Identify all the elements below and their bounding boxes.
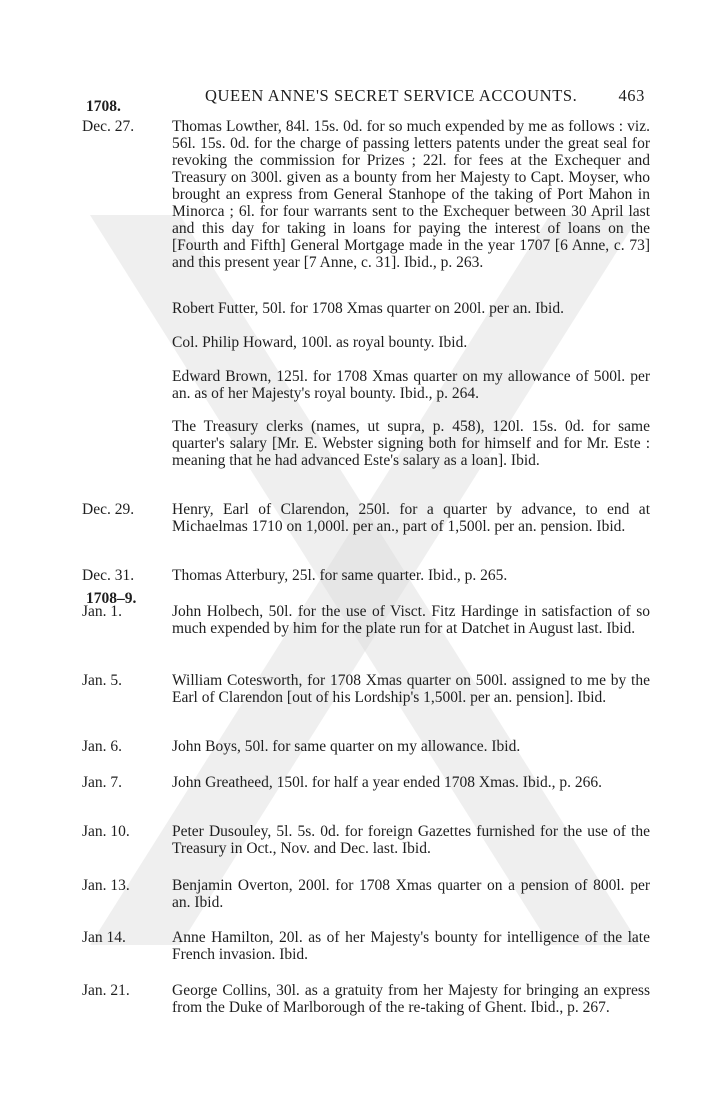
year-heading: 1708. bbox=[86, 98, 121, 115]
running-head-title: QUEEN ANNE'S SECRET SERVICE ACCOUNTS. bbox=[205, 86, 578, 105]
entry-date: Jan. 10. bbox=[82, 823, 130, 840]
entry-text: George Collins, 30l. as a gratuity from her Majesty for bringing an express from the Duke of Marlborough of the re-taking of Ghent. Ibid., p. 267. bbox=[172, 982, 650, 1016]
running-head bbox=[205, 86, 645, 106]
entry-date: Jan. 6. bbox=[82, 738, 123, 755]
entry-text: Anne Hamilton, 20l. as of her Majesty's bounty for intelligence of the late French invasion. Ibid. bbox=[172, 929, 650, 963]
entry-date: Jan. 7. bbox=[82, 774, 123, 791]
entry-text: Thomas Lowther, 84l. 15s. 0d. for so much expended by me as follows : viz. 56l. 15s. 0d. for the charge of passing letters patents under the great seal for revoking the commission for Prizes ; 22l. for fees at the Exchequer and Treasury on 300l. given as a bounty from her Majesty to Capt. Moyser, who brought an express from General Stanhope of the taking of Port Mahon in Minorca ; 6l. for four warrants sent to the Exchequer between 30 April last and this day for taking in loans for paying the interest of loans on the [Fourth and Fifth] General Mortgage made in the year 1707 [6 Anne, c. 73] and this present year [7 Anne, c. 31]. Ibid., p. 263. bbox=[172, 118, 650, 271]
entry-date: Dec. 29. bbox=[82, 501, 135, 518]
entry-text: Benjamin Overton, 200l. for 1708 Xmas quarter on a pension of 800l. per an. Ibid. bbox=[172, 877, 650, 911]
entry-text: Thomas Atterbury, 25l. for same quarter. Ibid., p. 265. bbox=[172, 567, 508, 584]
entry-text: Col. Philip Howard, 100l. as royal bounty. Ibid. bbox=[172, 334, 468, 351]
year-heading: 1708–9. bbox=[86, 590, 137, 607]
entry-text: John Holbech, 50l. for the use of Visct. Fitz Hardinge in satisfaction of so much expended by him for the plate run for at Datchet in August last. Ibid. bbox=[172, 603, 650, 637]
page-number: 463 bbox=[618, 86, 645, 105]
entry-text: John Boys, 50l. for same quarter on my allowance. Ibid. bbox=[172, 738, 521, 755]
entry-date: Jan. 13. bbox=[82, 877, 130, 894]
entry-date: Jan. 5. bbox=[82, 672, 123, 689]
entry-text: Peter Dusouley, 5l. 5s. 0d. for foreign Gazettes furnished for the use of the Treasury in Oct., Nov. and Dec. last. Ibid. bbox=[172, 823, 650, 857]
entry-date: Dec. 31. bbox=[82, 567, 135, 584]
entry-date: Dec. 27. bbox=[82, 118, 135, 135]
entry-date: Jan. 21. bbox=[82, 982, 130, 999]
entry-text: John Greatheed, 150l. for half a year ended 1708 Xmas. Ibid., p. 266. bbox=[172, 774, 603, 791]
entry-text: Edward Brown, 125l. for 1708 Xmas quarter on my allowance of 500l. per an. as of her Majesty's royal bounty. Ibid., p. 264. bbox=[172, 368, 650, 402]
entry-text: Henry, Earl of Clarendon, 250l. for a quarter by advance, to end at Michaelmas 1710 on 1,000l. per an., part of 1,500l. per an. pension. Ibid. bbox=[172, 501, 650, 535]
entry-text: The Treasury clerks (names, ut supra, p. 458), 120l. 15s. 0d. for same quarter's salary [Mr. E. Webster signing both for himself and for Mr. Este : meaning that he had advanced Este's salary as a loan]. Ibid. bbox=[172, 418, 650, 469]
entry-date: Jan 14. bbox=[82, 929, 126, 946]
entry-text: Robert Futter, 50l. for 1708 Xmas quarter on 200l. per an. Ibid. bbox=[172, 300, 564, 317]
entry-text: William Cotesworth, for 1708 Xmas quarter on 500l. assigned to me by the Earl of Clarendon [out of his Lordship's 1,500l. per an. pension]. Ibid. bbox=[172, 672, 650, 706]
entry-date: Jan. 1. bbox=[82, 603, 123, 620]
